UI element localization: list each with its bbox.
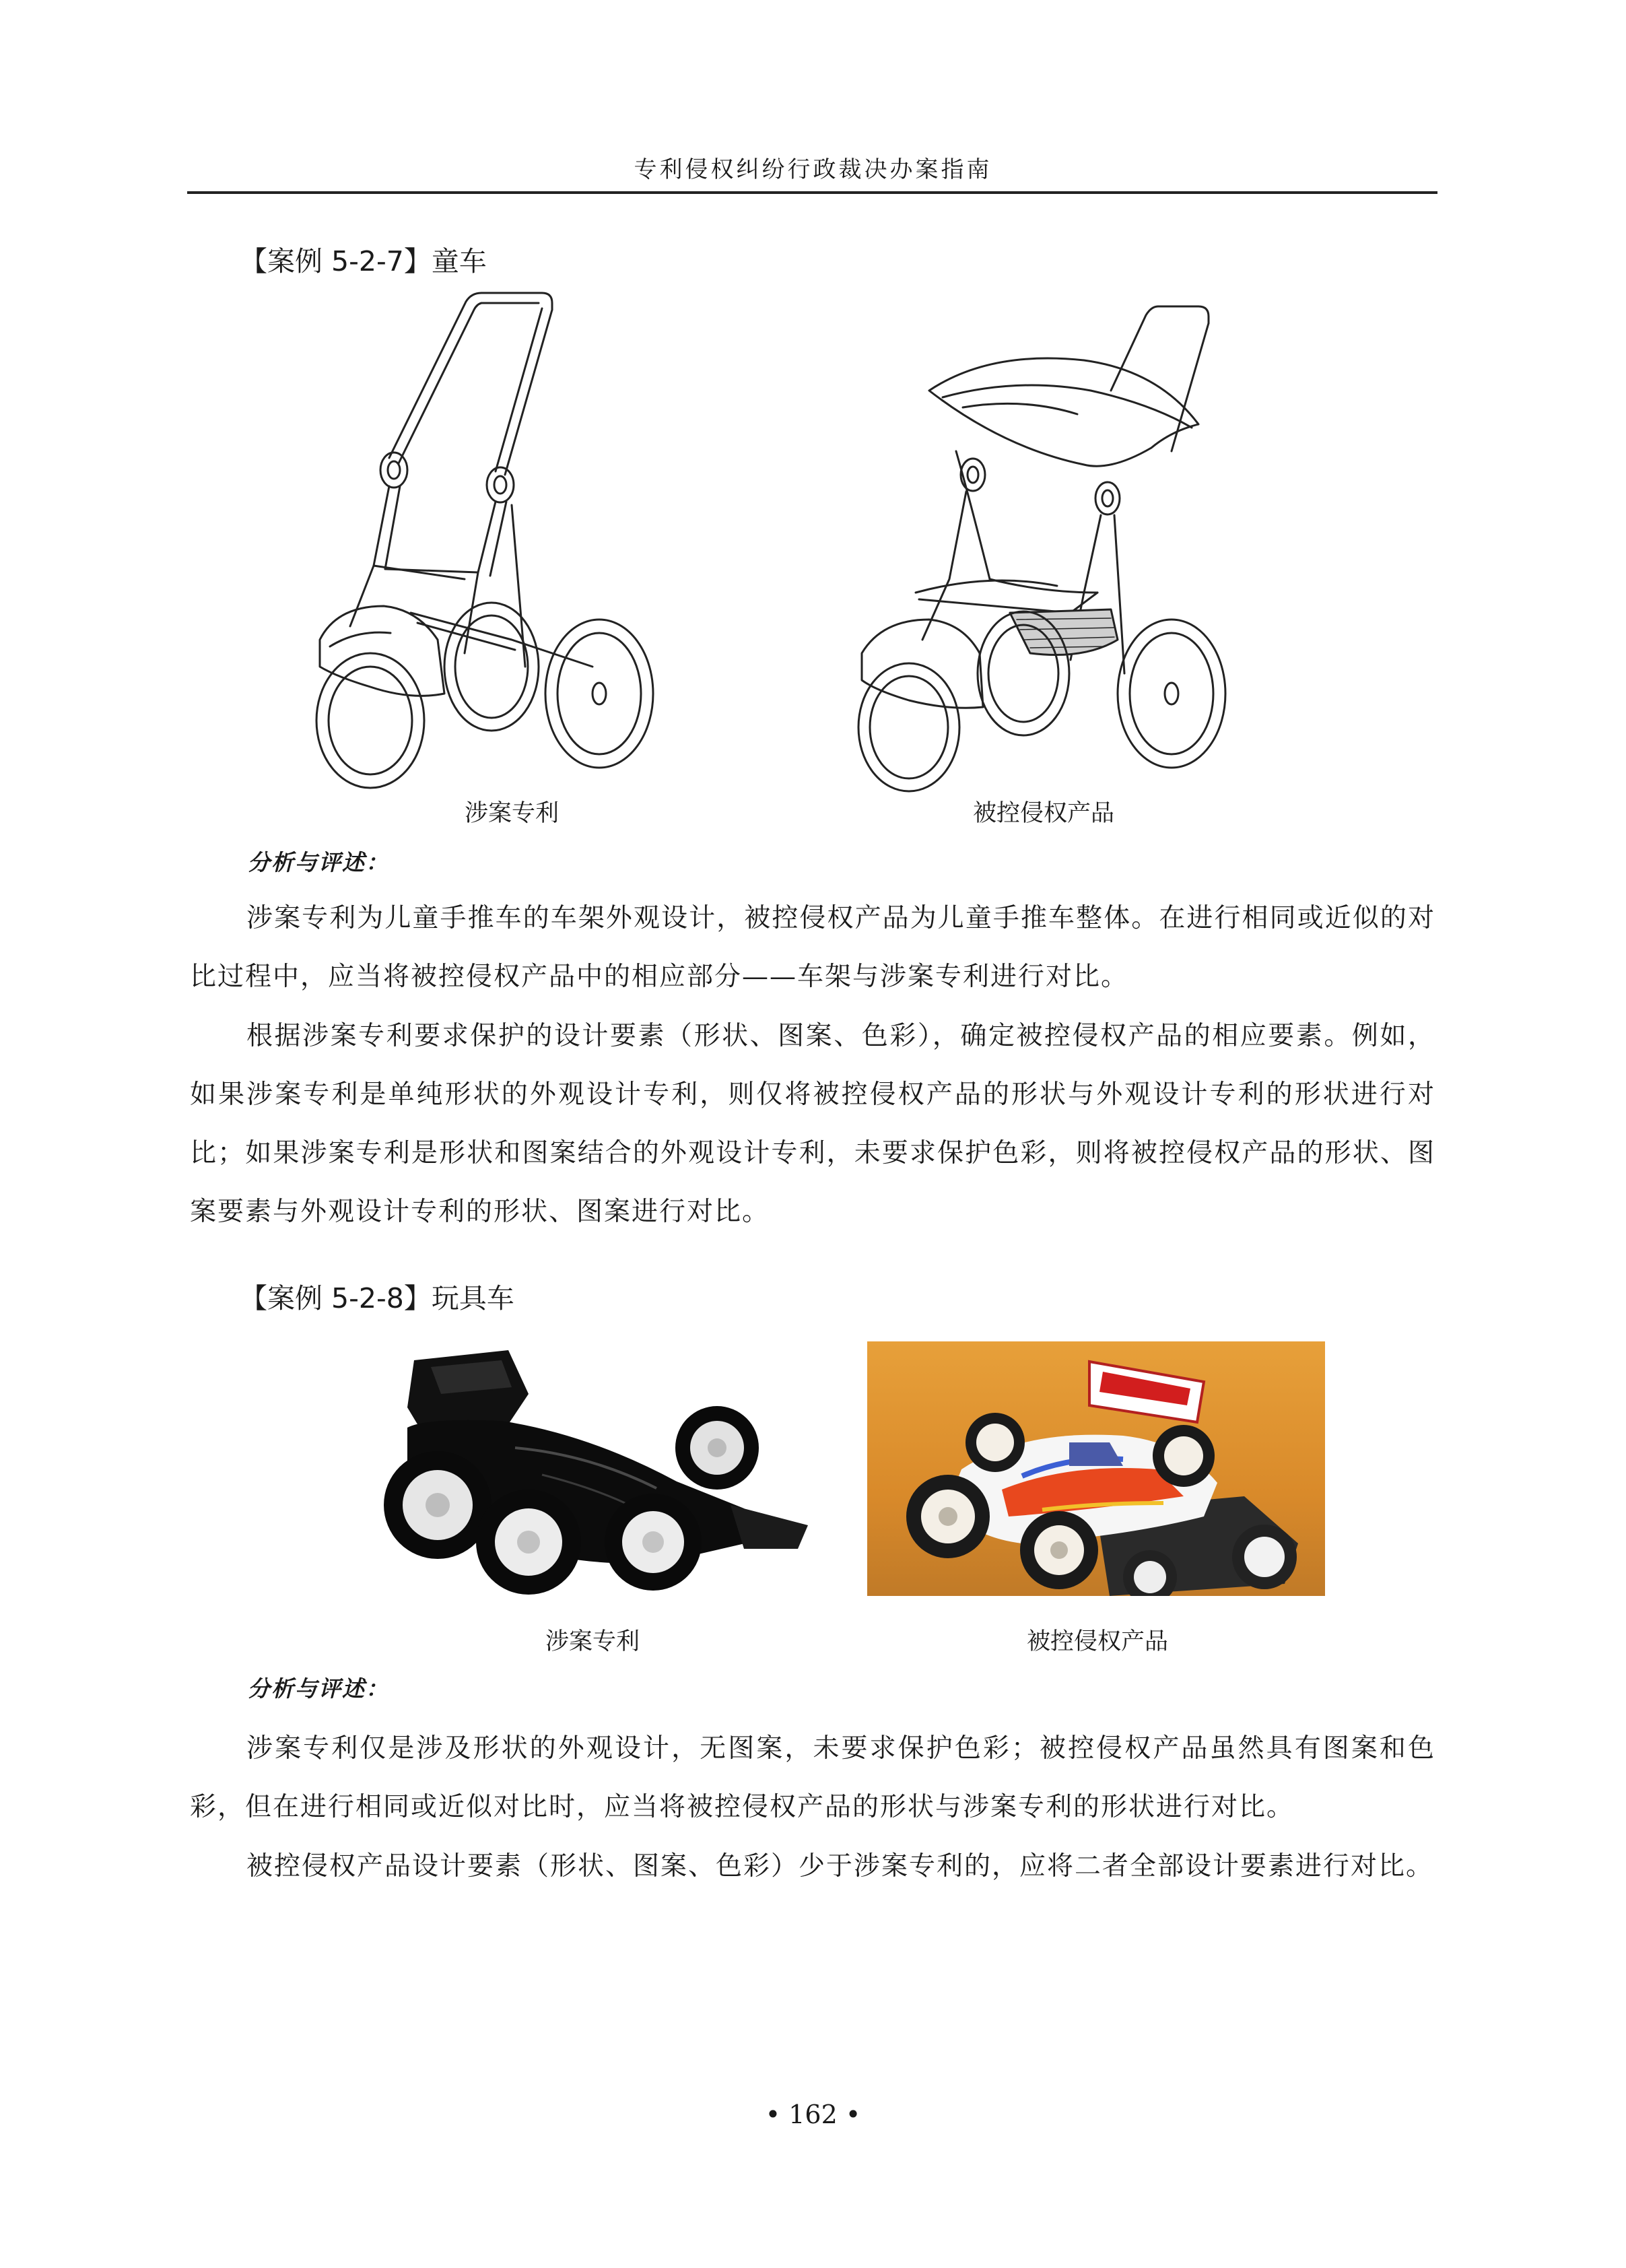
- analysis-paragraph: 被控侵权产品设计要素（形状、图案、色彩）少于涉案专利的，应将二者全部设计要素进行对比。: [246, 1851, 1434, 1881]
- analysis-paragraph: 涉案专利仅是涉及形状的外观设计，无图案，未要求保护色彩；被控侵权产品虽然具有图案和色彩，但在进行相同或近似对比时，应当将被控侵权产品的形状与涉案专利的形状进行对比。: [190, 1733, 1435, 1822]
- caption-patent-toy-car: 涉案专利: [545, 1628, 640, 1655]
- caption-patent-stroller: 涉案专利: [464, 800, 559, 827]
- toy-car-accused-product-photo: [867, 1341, 1325, 1596]
- stroller-accused-product-drawing: [855, 296, 1239, 795]
- analysis-label-stroller: 分析与评述：: [248, 849, 389, 875]
- caption-accused-stroller: 被控侵权产品: [972, 800, 1114, 827]
- caption-accused-toy-car: 被控侵权产品: [1026, 1628, 1168, 1655]
- running-header: 专利侵权纠纷行政裁决办案指南: [634, 156, 992, 183]
- case-title-stroller: 【案例 5-2-7】童车: [240, 245, 487, 277]
- analysis-paragraph: 根据涉案专利要求保护的设计要素（形状、图案、色彩），确定被控侵权产品的相应要素。例如，如果涉案专利是单纯形状的外观设计专利，则仅将被控侵权产品的形状与外观设计专利的形状进行对比；如果涉案专利是形状和图案结合的外观设计专利，未要求保护色彩，则将被控侵权产品的形状、图案要素与外观设计专利的形状、图案进行对比。: [190, 1021, 1435, 1227]
- case-title-toy-car: 【案例 5-2-8】玩具车: [240, 1282, 514, 1314]
- page-number: • 162 •: [765, 2100, 861, 2129]
- header-rule: [187, 191, 1437, 194]
- toy-car-patent-photo: [367, 1347, 825, 1596]
- analysis-label-toy-car: 分析与评述：: [248, 1675, 389, 1702]
- analysis-paragraph: 涉案专利为儿童手推车的车架外观设计，被控侵权产品为儿童手推车整体。在进行相同或近似的对比过程中，应当将被控侵权产品中的相应部分——车架与涉案专利进行对比。: [190, 903, 1435, 992]
- stroller-frame-patent-drawing: [310, 290, 687, 795]
